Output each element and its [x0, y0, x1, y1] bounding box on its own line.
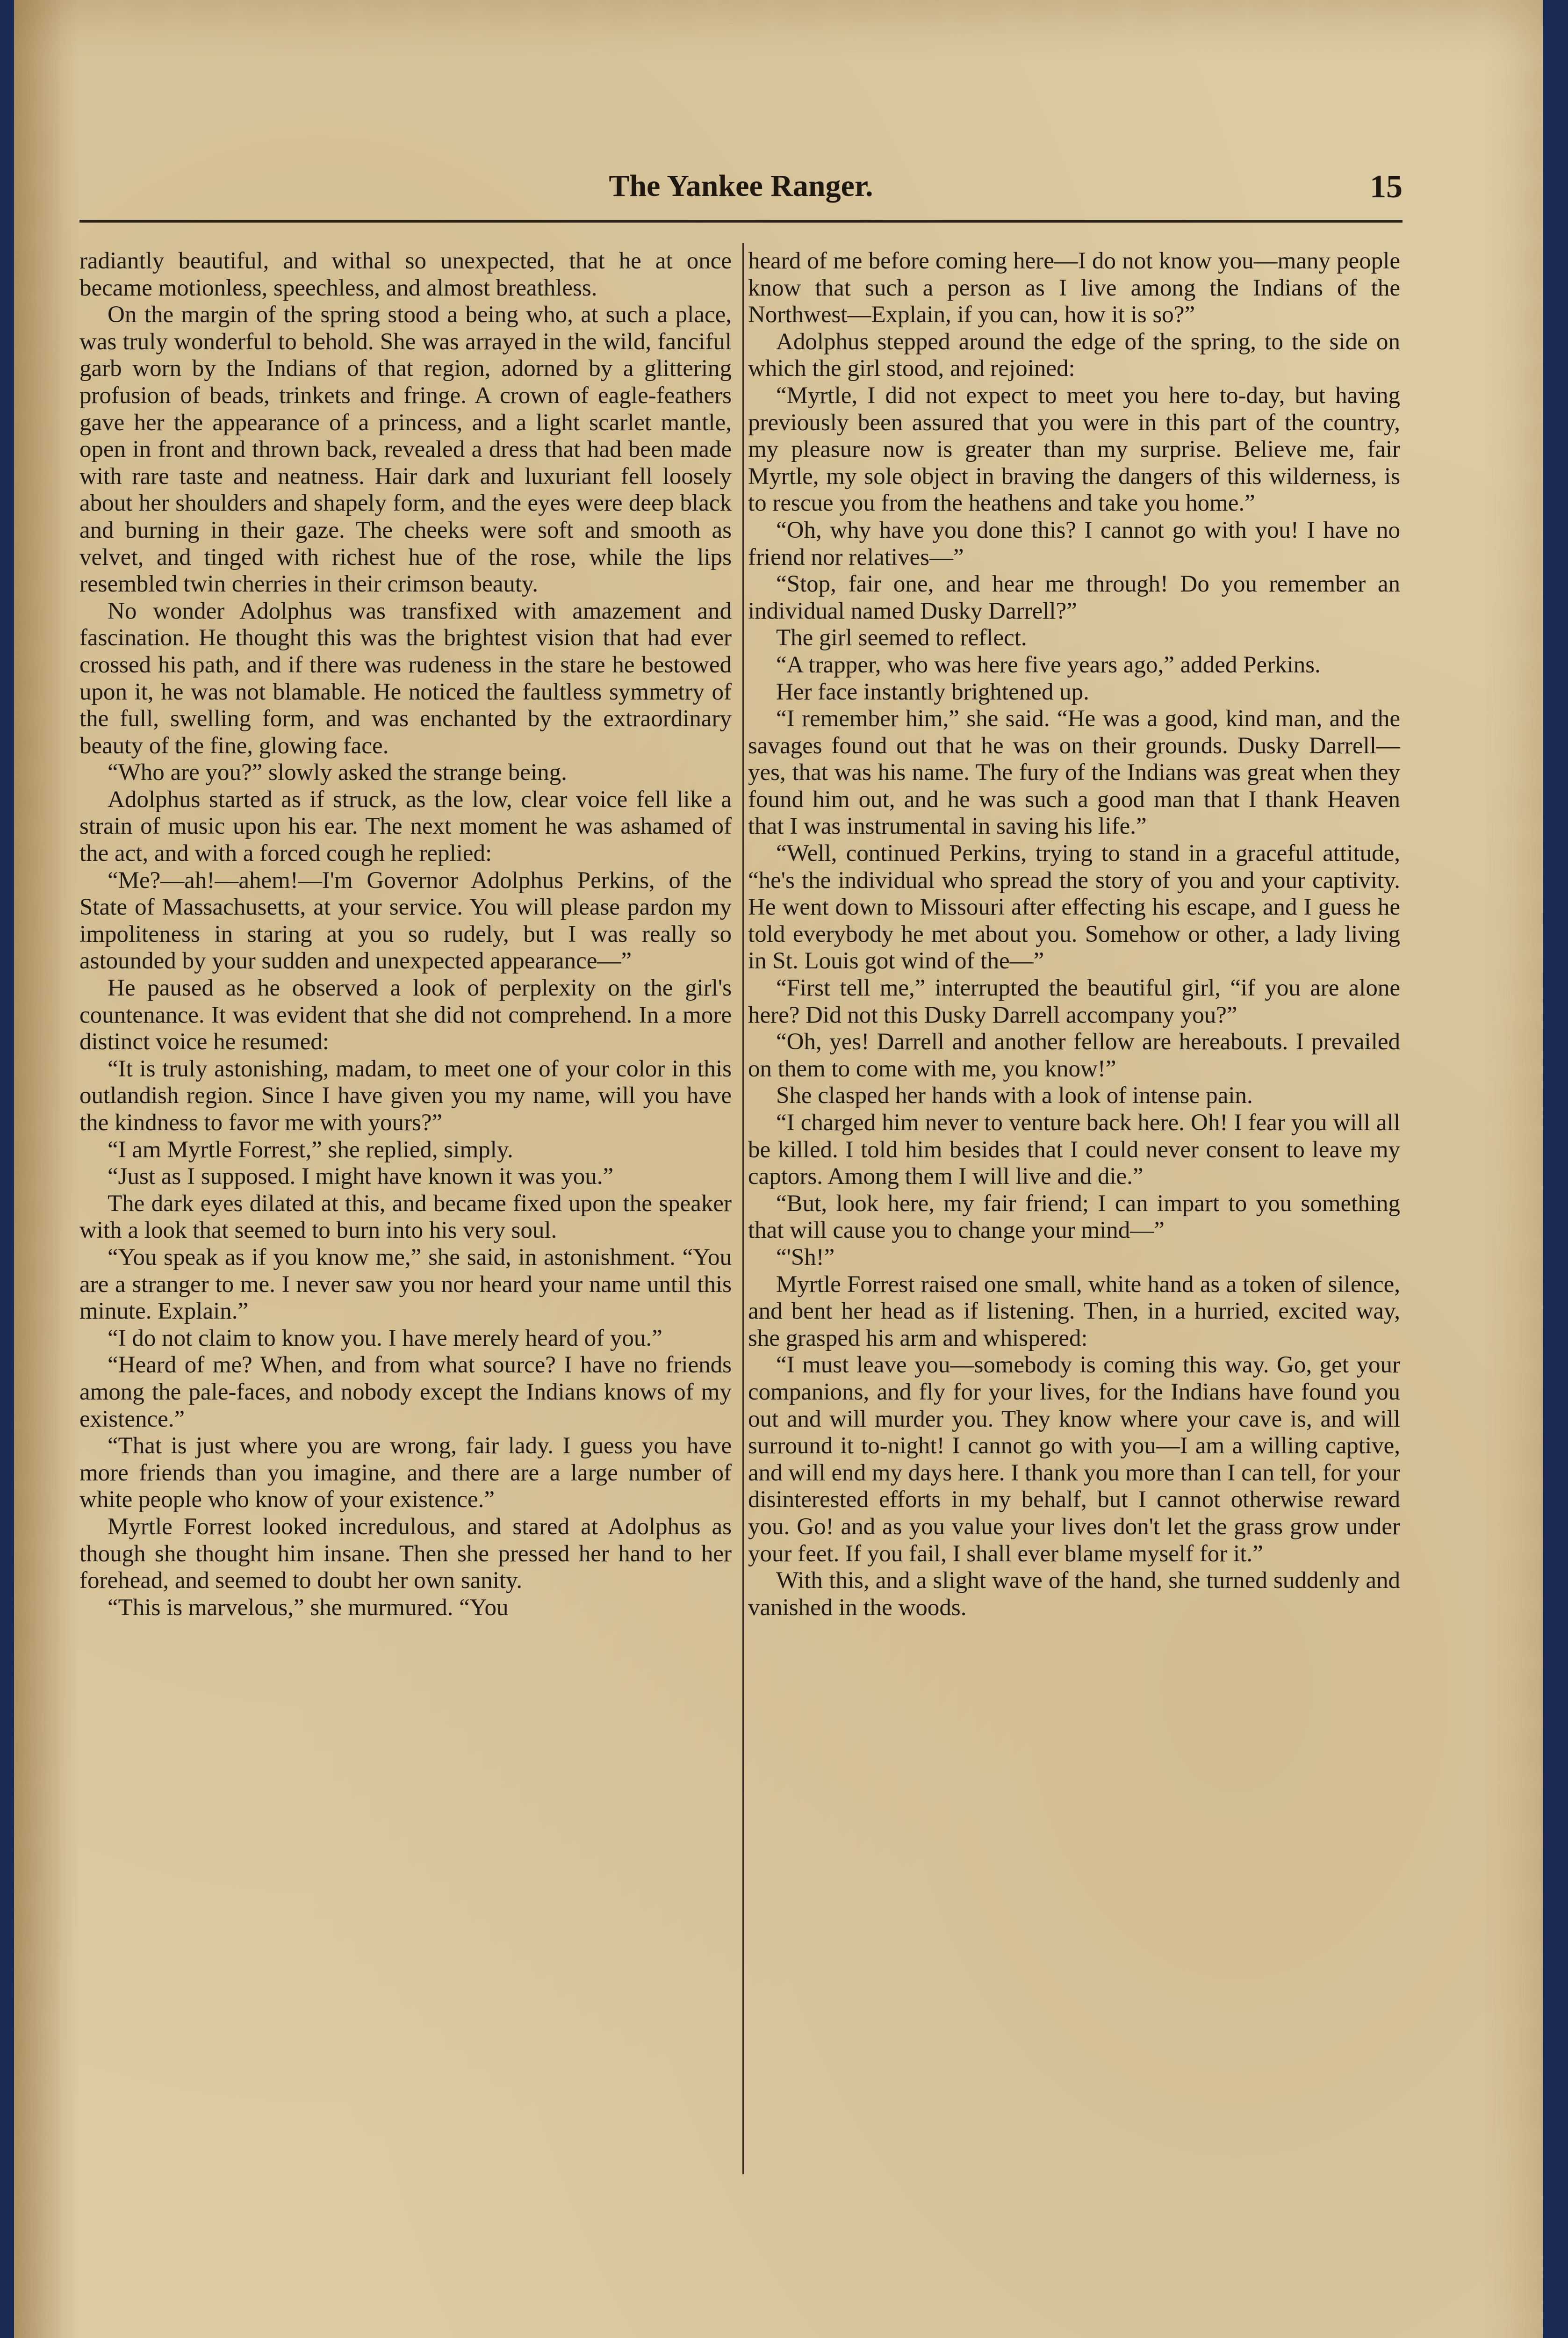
- paragraph: “Oh, why have you done this? I cannot go with you! I have no friend nor relatives—”: [748, 517, 1400, 570]
- paragraph: “Heard of me? When, and from what source? I have no friends among the pale-faces, and nobody except the Indians knows of my existence.”: [79, 1352, 732, 1432]
- paragraph: “Just as I supposed. I might have known it was you.”: [108, 1163, 614, 1190]
- paragraph: “First tell me,” interrupted the beautiful girl, “if you are alone here? Did not this Dusky Darrell accompany you?”: [748, 975, 1400, 1028]
- paragraph: Myrtle Forrest raised one small, white hand as a token of silence, and bent her head as if listening. Then, in a hurried, excited way, she grasped his arm and whispered:: [748, 1271, 1400, 1351]
- paragraph: “'Sh!”: [776, 1244, 835, 1270]
- paragraph: He paused as he observed a look of perplexity on the girl's countenance. It was evident that she did not comprehend. In a more distinct voice he resumed:: [79, 975, 732, 1055]
- paragraph: With this, and a slight wave of the hand, she turned suddenly and vanished in the woods.: [748, 1567, 1400, 1621]
- page-number: 15: [1370, 169, 1403, 205]
- paragraph: “But, look here, my fair friend; I can impart to you something that will cause you to change your mind—”: [748, 1190, 1400, 1244]
- paragraph: “You speak as if you know me,” she said, in astonishment. “You are a stranger to me. I never saw you nor heard your name until this minute. Explain.”: [79, 1244, 732, 1325]
- running-title: The Yankee Ranger.: [609, 169, 873, 203]
- paragraph: The dark eyes dilated at this, and became fixed upon the speaker with a look that seemed to burn into his very soul.: [79, 1190, 732, 1244]
- paragraph: Her face instantly brightened up.: [776, 678, 1089, 705]
- paragraph: On the margin of the spring stood a being who, at such a place, was truly wonderful to behold. She was arrayed in the wild, fanciful garb worn by the Indians of that region, adorned by a glittering profusion of beads, trinkets and fringe. A crown of eagle-feathers gave her the appearance of a princess, and a light scarlet mantle, open in front and thrown back, revealed a dress that had been made with rare taste and neatness. Hair dark and luxuriant fell loosely about her shoulders and shapely form, and the eyes were deep black and burning in their gaze. The cheeks were soft and smooth as velvet, and tinged with richest hue of the rose, while the lips resembled twin cherries in their crimson beauty.: [79, 302, 732, 598]
- paragraph: Myrtle Forrest looked incredulous, and stared at Adolphus as though she thought him insane. Then she pressed her hand to her forehead, and seemed to doubt her own sanity.: [79, 1513, 732, 1594]
- right-text-column: [748, 248, 1400, 2184]
- paragraph: “That is just where you are wrong, fair lady. I guess you have more friends than you imagine, and there are a large number of white people who know of your existence.”: [79, 1433, 732, 1513]
- paragraph: “I must leave you—somebody is coming this way. Go, get your companions, and fly for your lives, for the Indians have found you out and will murder you. They know where your cave is, and will surround it to-night! I cannot go with you—I am a willing captive, and will end my days here. I thank you more than I can tell, for your disinterested efforts in my behalf, but I cannot otherwise reward you. Go! and as you value your lives don't let the grass grow under your feet. If you fail, I shall ever blame myself for it.”: [748, 1352, 1400, 1567]
- paragraph: Adolphus started as if struck, as the low, clear voice fell like a strain of music upon his ear. The next moment he was ashamed of the act, and with a forced cough he replied:: [79, 786, 732, 867]
- paragraph: “It is truly astonishing, madam, to meet one of your color in this outlandish region. Since I have given you my name, will you have the kindness to favor me with yours?”: [79, 1055, 732, 1136]
- paragraph: “I charged him never to venture back here. Oh! I fear you will all be killed. I told him besides that I could never consent to leave my captors. Among them I will live and die.”: [748, 1110, 1400, 1190]
- page-header: [79, 168, 1403, 210]
- left-text-column: [79, 248, 732, 2184]
- paragraph: Adolphus stepped around the edge of the spring, to the side on which the girl stood, and rejoined:: [748, 328, 1400, 382]
- paragraph: radiantly beautiful, and withal so unexpected, that he at once became motionless, speechless, and almost breathless.: [79, 248, 732, 301]
- paragraph: “Who are you?” slowly asked the strange being.: [108, 759, 567, 786]
- paragraph: “Well, continued Perkins, trying to stand in a graceful attitude, “he's the individual who spread the story of you and your captivity. He went down to Missouri after effecting his escape, and I guess he told everybody he met about you. Somehow or other, a lady living in St. Louis got wind of the—”: [748, 840, 1400, 974]
- paragraph: She clasped her hands with a look of intense pain.: [776, 1082, 1253, 1109]
- paragraph: heard of me before coming here—I do not know you—many people know that such a person as I live among the Indians of the Northwest—Explain, if you can, how it is so?”: [748, 248, 1400, 328]
- paragraph: The girl seemed to reflect.: [776, 625, 1027, 651]
- paragraph: “Stop, fair one, and hear me through! Do you remember an individual named Dusky Darrell?”: [748, 571, 1400, 624]
- paragraph: “Myrtle, I did not expect to meet you here to-day, but having previously been assured that you were in this part of the country, my pleasure now is greater than my surprise. Believe me, fair Myrtle, my sole object in braving the dangers of this wilderness, is to rescue you from the heathens and take you home.”: [748, 382, 1400, 517]
- paragraph: “Oh, yes! Darrell and another fellow are hereabouts. I prevailed on them to come with me, you know!”: [748, 1029, 1400, 1082]
- paragraph: “I do not claim to know you. I have merely heard of you.”: [108, 1325, 662, 1351]
- paragraph: “This is marvelous,” she murmured. “You: [108, 1594, 509, 1621]
- paragraph: No wonder Adolphus was transfixed with amazement and fascination. He thought this was the brightest vision that had ever crossed his path, and if there was rudeness in the stare he bestowed upon it, he was not blamable. He noticed the faultless symmetry of the full, swelling form, and was enchanted by the extraordinary beauty of the fine, glowing face.: [79, 598, 732, 759]
- paragraph: “I am Myrtle Forrest,” she replied, simply.: [108, 1136, 513, 1163]
- paragraph: “A trapper, who was here five years ago,” added Perkins.: [776, 651, 1321, 678]
- paragraph: “I remember him,” she said. “He was a good, kind man, and the savages found out that he was on their grounds. Dusky Darrell—yes, that was his name. The fury of the Indians was great when they found him out, and he was such a good man that I thank Heaven that I was instrumental in saving his life.”: [748, 706, 1400, 840]
- paragraph: “Me?—ah!—ahem!—I'm Governor Adolphus Perkins, of the State of Massachusetts, at your service. You will please pardon my impoliteness in staring at you so rudely, but I was really so astounded by your sudden and unexpected appearance—”: [79, 867, 732, 974]
- header-rule: [79, 220, 1403, 223]
- column-divider: [742, 243, 744, 2174]
